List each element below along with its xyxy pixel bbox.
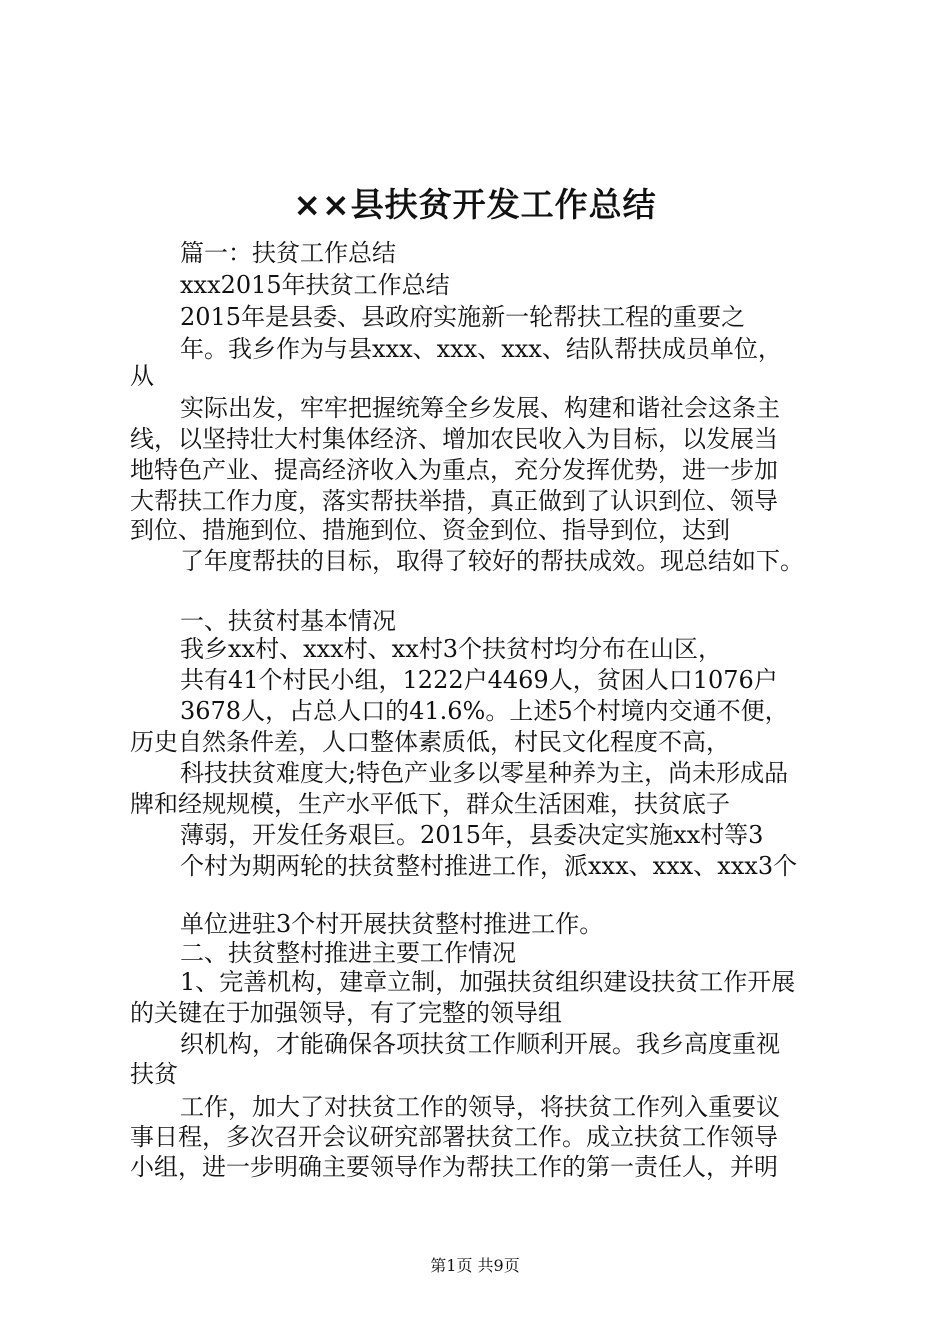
body-line: 工作，加大了对扶贫工作的领导，将扶贫工作列入重要议 — [180, 1093, 780, 1121]
body-line: 年。我乡作为与县xxx、xxx、xxx、结队帮扶成员单位， — [180, 335, 782, 363]
body-line: 牌和经规规模，生产水平低下，群众生活困难，扶贫底子 — [130, 790, 730, 818]
body-line: 实际出发，牢牢把握统筹全乡发展、构建和谐社会这条主 — [180, 394, 780, 422]
body-line: 篇一：扶贫工作总结 — [180, 239, 396, 267]
body-line: 历史自然条件差，人口整体素质低，村民文化程度不高， — [130, 728, 730, 756]
body-line: 1、完善机构，建章立制，加强扶贫组织建设扶贫工作开展 — [180, 968, 796, 996]
body-line: 织机构，才能确保各项扶贫工作顺利开展。我乡高度重视 — [180, 1030, 780, 1058]
section-heading: 一、扶贫村基本情况 — [180, 607, 396, 635]
section-heading: 二、扶贫整村推进主要工作情况 — [180, 939, 516, 967]
document-title: ××县扶贫开发工作总结 — [293, 185, 657, 224]
body-line: 到位、措施到位、措施到位、资金到位、指导到位，达到 — [130, 516, 730, 544]
body-line: 2015年是县委、县政府实施新一轮帮扶工程的重要之 — [180, 303, 746, 331]
body-line: 薄弱，开发任务艰巨。2015年，县委决定实施xx村等3 — [180, 821, 764, 849]
body-line: 线，以坚持壮大村集体经济、增加农民收入为目标，以发展当 — [130, 425, 778, 453]
body-line: 从 — [130, 362, 154, 390]
body-line: 单位进驻3个村开展扶贫整村推进工作。 — [180, 910, 604, 938]
body-line: 的关键在于加强领导，有了完整的领导组 — [130, 999, 562, 1027]
body-line: 小组，进一步明确主要领导作为帮扶工作的第一责任人，并明 — [130, 1153, 778, 1181]
body-line: 共有41个村民小组，1222户4469人，贫困人口1076户 — [180, 666, 778, 694]
body-line: xxx2015年扶贫工作总结 — [180, 271, 450, 299]
body-line: 扶贫 — [130, 1060, 178, 1088]
body-line: 大帮扶工作力度，落实帮扶举措，真正做到了认识到位、领导 — [130, 487, 778, 515]
body-line: 了年度帮扶的目标，取得了较好的帮扶成效。现总结如下。 — [180, 547, 804, 575]
body-line: 科技扶贫难度大;特色产业多以零星种养为主，尚未形成品 — [180, 759, 789, 787]
body-line: 事日程，多次召开会议研究部署扶贫工作。成立扶贫工作领导 — [130, 1123, 778, 1151]
body-line: 3678人，占总人口的41.6%。上述5个村境内交通不便， — [180, 697, 789, 725]
body-line: 个村为期两轮的扶贫整村推进工作，派xxx、xxx、xxx3个 — [180, 852, 798, 880]
body-line: 我乡xx村、xxx村、xx村3个扶贫村均分布在山区， — [180, 635, 723, 663]
page-number: 第1页 共9页 — [430, 1256, 520, 1275]
body-line: 地特色产业、提高经济收入为重点，充分发挥优势，进一步加 — [130, 456, 778, 484]
